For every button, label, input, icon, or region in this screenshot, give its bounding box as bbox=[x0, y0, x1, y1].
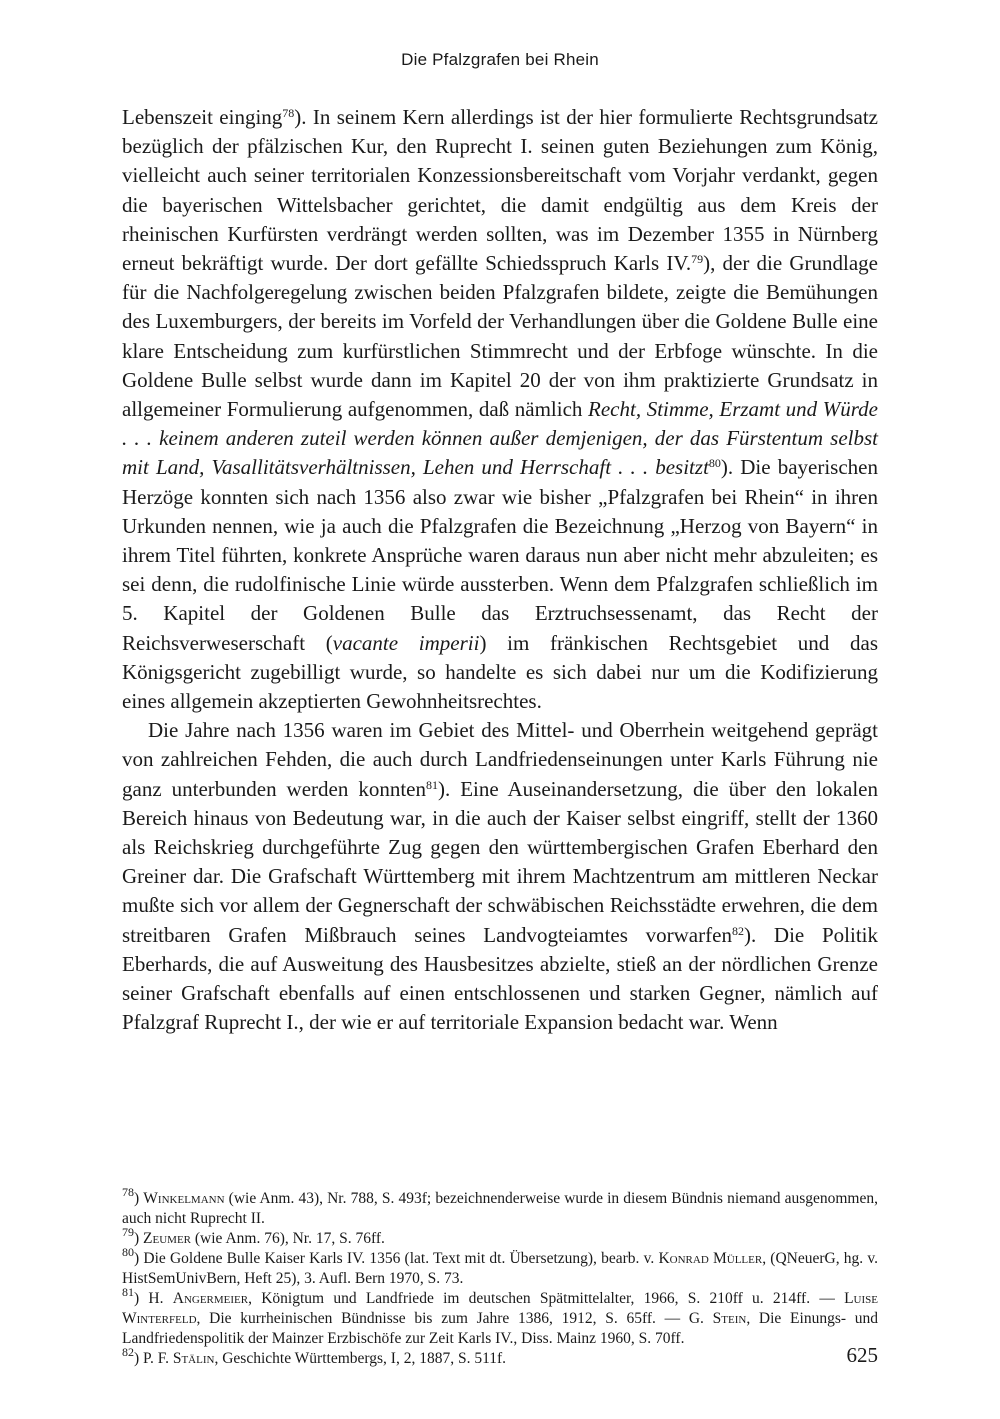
text-run: ) im fränkischen Rechtsgebiet und das Königsgericht zugebilligt wurde, so handelte es sich dabei nur um die Kodifizierung eines allgemein akzeptierten Gewohnheitsrechtes. bbox=[122, 630, 878, 714]
footnote bbox=[122, 1225, 878, 1249]
footnote-mark-paren: ) bbox=[134, 1190, 144, 1207]
footnote-reference: 79 bbox=[691, 252, 704, 267]
text-run: ), der die Grundlage für die Nachfolgeregelung zwischen beiden Pfalzgrafen bildete, zeigte die Bemühungen des Luxemburgers, der bereits im Vorfeld der Verhandlungen über die Goldene Bulle eine klare Entscheidung zum kurfürstlichen Stimmrecht und der Erbfoge wünschte. In die Goldene Bulle selbst wurde dann im Kapitel 20 der von ihm praktizierte Grundsatz in allgemeiner Formulierung aufgenommen, daß nämlich bbox=[122, 251, 878, 422]
text-run: , Königtum und Landfriede im deutschen Spätmittelalter, 1966, S. 210ff u. 214ff. — bbox=[248, 1290, 845, 1307]
text-run: , (QNeuerG, hg. v. HistSemUnivBern, Heft 25), 3. Aufl. Bern 1970, S. 73. bbox=[122, 1250, 878, 1287]
author-name: Luise Winterfeld bbox=[122, 1290, 879, 1327]
footnote-mark-paren: ) bbox=[134, 1230, 144, 1247]
page-number: 625 bbox=[846, 1343, 878, 1367]
footnote bbox=[122, 1185, 878, 1229]
footnote bbox=[122, 1245, 878, 1289]
footnote-reference: 81 bbox=[425, 777, 438, 792]
footnote-mark: 82 bbox=[122, 1345, 134, 1359]
running-header: Die Pfalzgrafen bei Rhein bbox=[401, 50, 599, 69]
text-run: Die Jahre nach 1356 waren im Gebiet des Mittel- und Oberrhein weitgehend geprägt von zahlreichen Fehden, die auch durch Landfriedenseinungen unter Karls Führung nie ganz unterbunden werden konnten bbox=[122, 718, 878, 801]
footnote bbox=[122, 1345, 878, 1369]
text-run: Die Goldene Bulle Kaiser Karls IV. 1356 (lat. Text mit dt. Übersetzung), bearb. v. bbox=[143, 1250, 659, 1267]
author-name: Stein bbox=[712, 1310, 747, 1327]
footnote-mark: 79 bbox=[122, 1225, 134, 1239]
author-name: Zeumer bbox=[143, 1230, 192, 1247]
author-name: Konrad Müller bbox=[658, 1250, 763, 1267]
text-run: ). Eine Auseinandersetzung, die über den lokalen Bereich hinaus von Bedeutung war, in die auch der Kaiser selbst eingriff, stellt der 1360 als Reichskrieg durchgeführte Zug gegen den württembergischen Grafen Eberhard den Greiner dar. Die Grafschaft Württemberg mit ihrem Machtzentrum am mittleren Neckar mußte sich vor allem der Gegnerschaft der schwäbischen Reichsstädte erwehren, die dem streitbaren Grafen Mißbrauch seines Landvogteiamtes vorwarfen bbox=[122, 776, 878, 947]
footnote-mark: 81 bbox=[122, 1285, 134, 1299]
author-name: Stälin bbox=[172, 1350, 215, 1367]
paragraph bbox=[122, 716, 878, 1037]
footnote-reference: 80 bbox=[708, 456, 721, 471]
footnote-mark-paren: ) bbox=[134, 1250, 144, 1267]
text-run: (wie Anm. 43), Nr. 788, S. 493f; bezeichnenderweise wurde in diesem Bündnis niemand ausgenommen, auch nicht Ruprecht II. bbox=[122, 1190, 878, 1227]
italic-quote: vacante imperii bbox=[332, 630, 480, 655]
footnotes bbox=[122, 1185, 879, 1369]
footnote-mark: 80 bbox=[122, 1245, 134, 1259]
main-text bbox=[122, 103, 878, 1038]
text-run: , Die kurrheinischen Bündnisse bis zum Jahre 1386, 1912, S. 65ff. — G. bbox=[196, 1310, 713, 1327]
text-run: (wie Anm. 76), Nr. 17, S. 76ff. bbox=[191, 1230, 385, 1247]
author-name: Winkelmann bbox=[143, 1190, 225, 1207]
text-run: P. F. bbox=[143, 1350, 173, 1367]
text-run: Lebenszeit einging bbox=[122, 105, 283, 129]
text-run: H. bbox=[148, 1290, 173, 1307]
text-run: ). In seinem Kern allerdings ist der hier formulierte Rechtsgrundsatz bezüglich der pfälzischen Kur, den Ruprecht I. seinen guten Beziehungen zum König, vielleicht auch seiner territorialen Konzessionsbereitschaft vom Vorjahr verdankt, gegen die bayerischen Wittelsbacher gerichtet, die damit endgültig aus dem Kreis der rheinischen Kurfürsten verdrängt werden sollten, was im Dezember 1355 in Nürnberg erneut bekräftigt wurde. Der dort gefällte Schiedsspruch Karls IV. bbox=[122, 105, 878, 276]
footnote-mark-paren: ) bbox=[134, 1350, 144, 1367]
footnote-reference: 78 bbox=[282, 106, 295, 120]
author-name: Angermeier bbox=[172, 1290, 249, 1307]
text-run: , Geschichte Württembergs, I, 2, 1887, S. 511f. bbox=[214, 1350, 507, 1367]
italic-quote: Recht, Stimme, Erzamt und Würde . . . keinem anderen zuteil werden können außer demjenigen, der das Fürstentum selbst mit Land, Vasallitätsverhältnissen, Lehen und Herrschaft . . . besitzt bbox=[122, 397, 878, 480]
footnote-reference: 82 bbox=[731, 923, 744, 938]
footnote-mark-paren: ) bbox=[134, 1290, 149, 1307]
footnote-mark: 78 bbox=[122, 1185, 134, 1199]
text-run: ). Die bayerischen Herzöge konnten sich nach 1356 also zwar wie bisher „Pfalzgrafen bei Rhein“ in ihren Urkunden nennen, wie ja auch die Pfalzgrafen die Bezeichnung „Herzog von Bayern“ in ihrem Titel führten, konkrete Ansprüche waren daraus nun aber nicht mehr abzuleiten; es sei denn, die rudolfinische Linie würde aussterben. Wenn dem Pfalzgrafen schließlich im 5. Kapitel der Goldenen Bulle das Erztruchsessenamt, das Recht der Reichsverweserschaft ( bbox=[122, 455, 878, 655]
text-run: , Die Einungs- und Landfriedenspolitik der Mainzer Erzbischöfe zur Zeit Karls IV., Diss. Mainz 1960, S. 70ff. bbox=[122, 1310, 878, 1347]
text-run: ). Die Politik Eberhards, die auf Ausweitung des Hausbesitzes abzielte, stieß an der nördlichen Grenze seiner Grafschaft ebenfalls auf einen entschlossenen und starken Gegner, nämlich auf Pfalzgraf Ruprecht I., der wie er auf territoriale Expansion bedacht war. Wenn bbox=[122, 922, 878, 1035]
paragraph bbox=[122, 103, 878, 716]
footnote bbox=[122, 1285, 879, 1349]
